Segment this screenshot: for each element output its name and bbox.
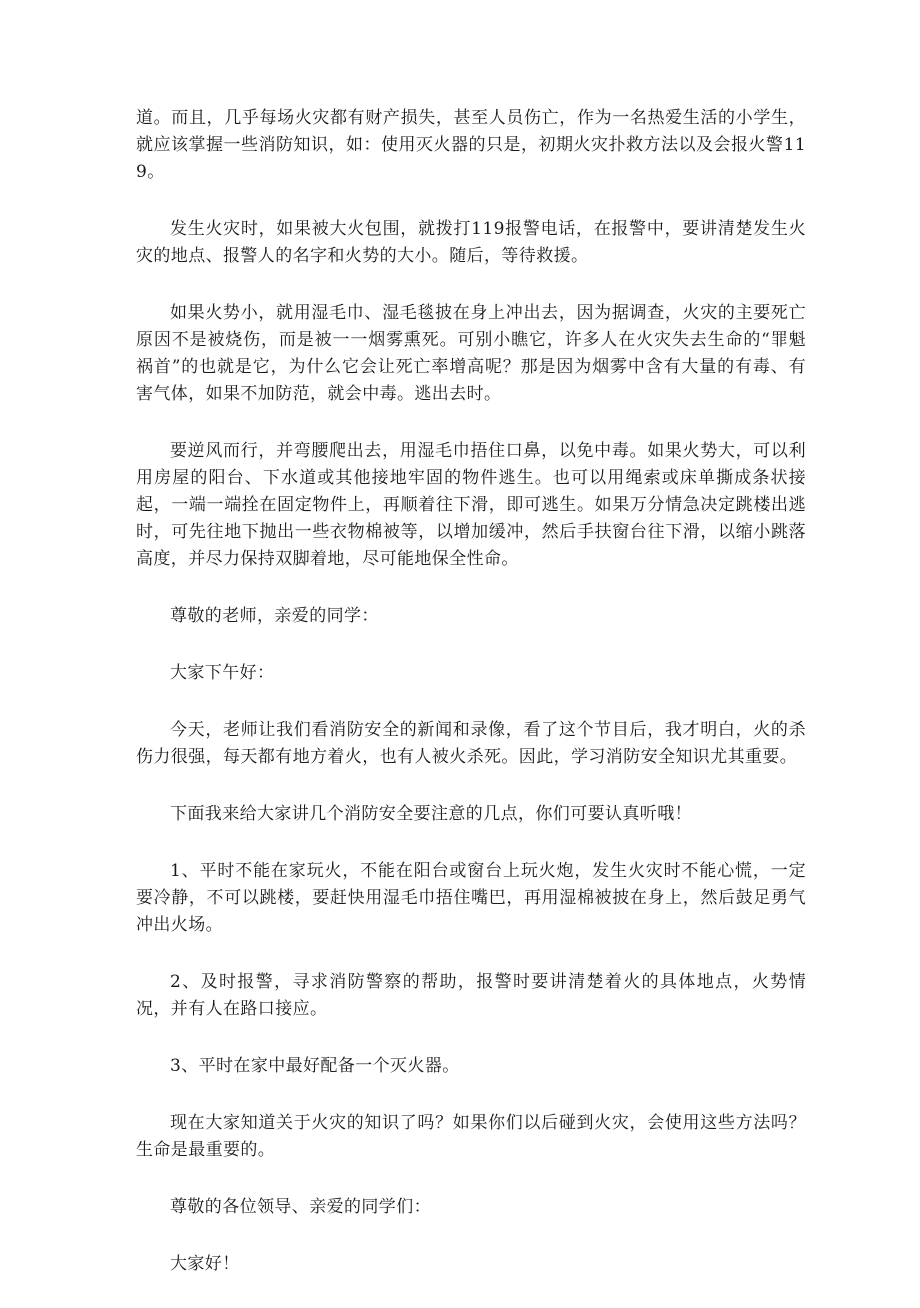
paragraph-today: 今天，老师让我们看消防安全的新闻和录像，看了这个节目后，我才明白，火的杀伤力很强，每天都有地方着火，也有人被火杀死。因此，学习消防安全知识尤其重要。 [136, 720, 806, 767]
paragraph-greeting-hello: 大家好！ [170, 1254, 240, 1274]
paragraph-continuation: 道。而且，几乎每场火灾都有财产损失，甚至人员伤亡，作为一名热爱生活的小学生，就应该掌握一些消防知识，如：使用灭火器的只是，初期火灾扑救方法以及会报火警119。 [136, 108, 806, 182]
paragraph-intro-points: 下面我来给大家讲几个消防安全要注意的几点，你们可要认真听哦！ [170, 804, 692, 824]
paragraph-point-2: 2、及时报警，寻求消防警察的帮助，报警时要讲清楚着火的具体地点，火势情况，并有人在路口接应。 [136, 972, 806, 1019]
paragraph-small-fire: 如果火势小，就用湿毛巾、湿毛毯披在身上冲出去，因为据调查，火灾的主要死亡原因不是被烧伤，而是被一一烟雾熏死。可别小瞧它，许多人在火灾失去生命的“罪魁祸首”的也就是它，为什么它会让死亡率增高呢？那是因为烟雾中含有大量的有毒、有害气体，如果不加防范，就会中毒。逃出去时。 [136, 303, 806, 404]
paragraph-fire-call: 发生火灾时，如果被大火包围，就拨打119报警电话，在报警中，要讲清楚发生火灾的地点、报警人的名字和火势的大小。随后，等待救援。 [136, 219, 806, 266]
document-body [136, 105, 806, 1308]
paragraph-greeting-afternoon: 大家下午好： [170, 663, 275, 683]
paragraph-conclusion: 现在大家知道关于火灾的知识了吗？如果你们以后碰到火灾，会使用这些方法吗？生命是最重要的。 [136, 1113, 806, 1160]
paragraph-greeting-leaders: 尊敬的各位领导、亲爱的同学们： [170, 1197, 431, 1217]
paragraph-point-3: 3、平时在家中最好配备一个灭火器。 [170, 1056, 460, 1076]
paragraph-point-1: 1、平时不能在家玩火，不能在阳台或窗台上玩火炮，发生火灾时不能心慌，一定要冷静，不可以跳楼，要赶快用湿毛巾捂住嘴巴，再用湿棉被披在身上，然后鼓足勇气冲出火场。 [136, 861, 806, 935]
paragraph-greeting-teacher: 尊敬的老师，亲爱的同学： [170, 606, 379, 626]
paragraph-escape: 要逆风而行，并弯腰爬出去，用湿毛巾捂住口鼻，以免中毒。如果火势大，可以利用房屋的阳台、下水道或其他接地牢固的物件逃生。也可以用绳索或床单撕成条状接起，一端一端拴在固定物件上，再顺着往下滑，即可逃生。如果万分情急决定跳楼出逃时，可先往地下抛出一些衣物棉被等，以增加缓冲，然后手扶窗台往下滑，以缩小跳落高度，并尽力保持双脚着地，尽可能地保全性命。 [136, 441, 806, 569]
